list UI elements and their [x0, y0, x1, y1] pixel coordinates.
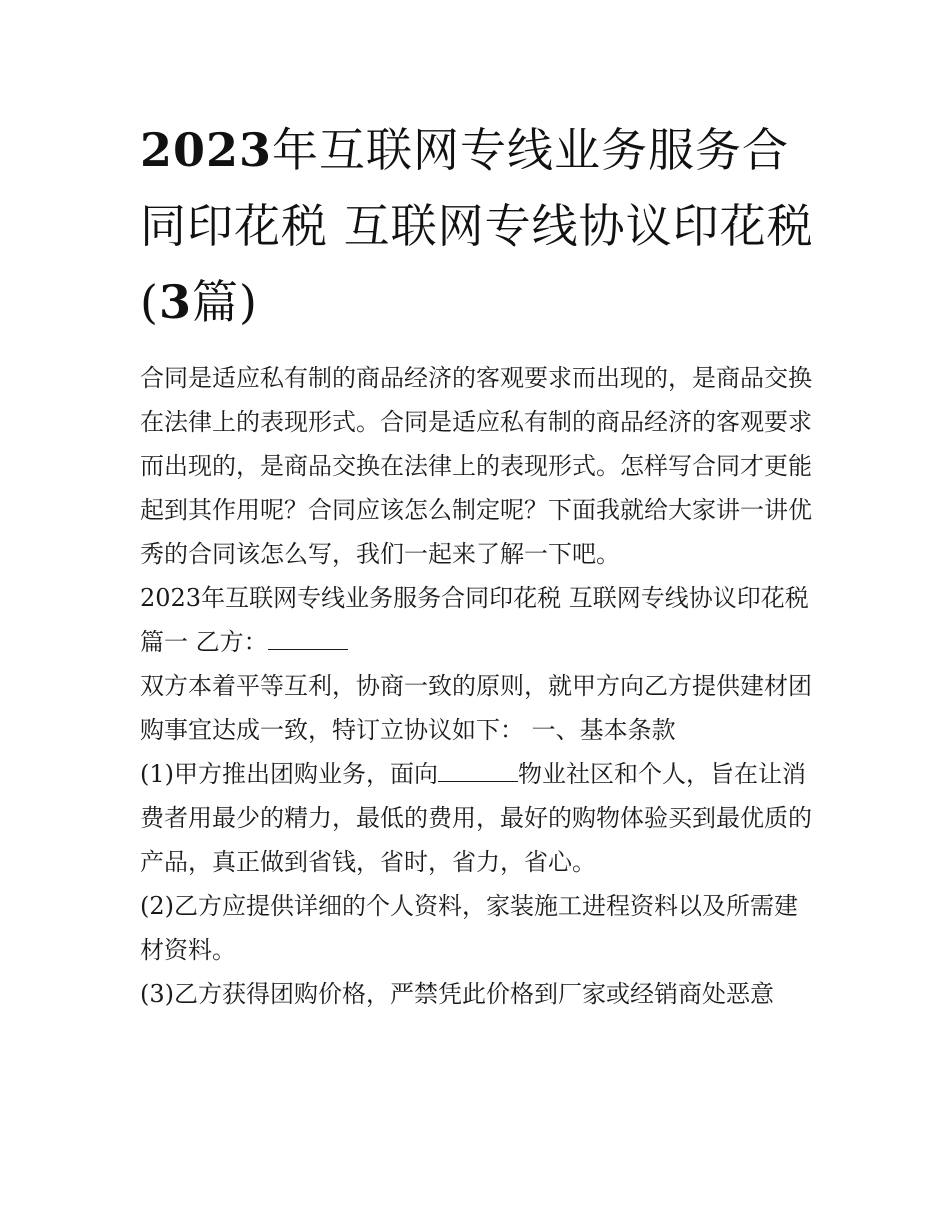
title-suffix: 篇)	[191, 275, 258, 329]
title-text: 年互联网专线业务服务合同印花税 互联网专线协议印花税(	[140, 123, 814, 329]
clause-3: (3)乙方获得团购价格，严禁凭此价格到厂家或经销商处恶意	[140, 980, 774, 1008]
document-body	[140, 356, 820, 1016]
title-count: 3	[158, 275, 192, 329]
document-title	[140, 112, 820, 340]
clause-1	[140, 752, 820, 884]
section-heading-text: 2023年互联网专线业务服务合同印花税 互联网专线协议印花税篇一 乙方：	[140, 584, 809, 656]
clause-1-end: 物业社区和个人，旨在让消费者用最少的精力，最低的费用，最好的购物体验买到最优质的产品，真正做到省钱，省时，省力，省心。	[140, 760, 812, 876]
blank-field-community	[438, 759, 518, 782]
clause-1-start: (1)甲方推出团购业务，面向	[140, 760, 438, 788]
section-heading-line	[140, 576, 820, 664]
basis-paragraph: 双方本着平等互利，协商一致的原则，就甲方向乙方提供建材团购事宜达成一致，特订立协议如下： 一、基本条款	[140, 672, 812, 744]
clause-2: (2)乙方应提供详细的个人资料，家装施工进程资料以及所需建材资料。	[140, 892, 798, 964]
title-year: 2023	[140, 123, 273, 177]
intro-paragraph: 合同是适应私有制的商品经济的客观要求而出现的，是商品交换在法律上的表现形式。合同是适应私有制的商品经济的客观要求而出现的，是商品交换在法律上的表现形式。怎样写合同才更能起到其作用呢？合同应该怎么制定呢？下面我就给大家讲一讲优秀的合同该怎么写，我们一起来了解一下吧。	[140, 364, 812, 568]
blank-field-party-b	[268, 627, 348, 650]
